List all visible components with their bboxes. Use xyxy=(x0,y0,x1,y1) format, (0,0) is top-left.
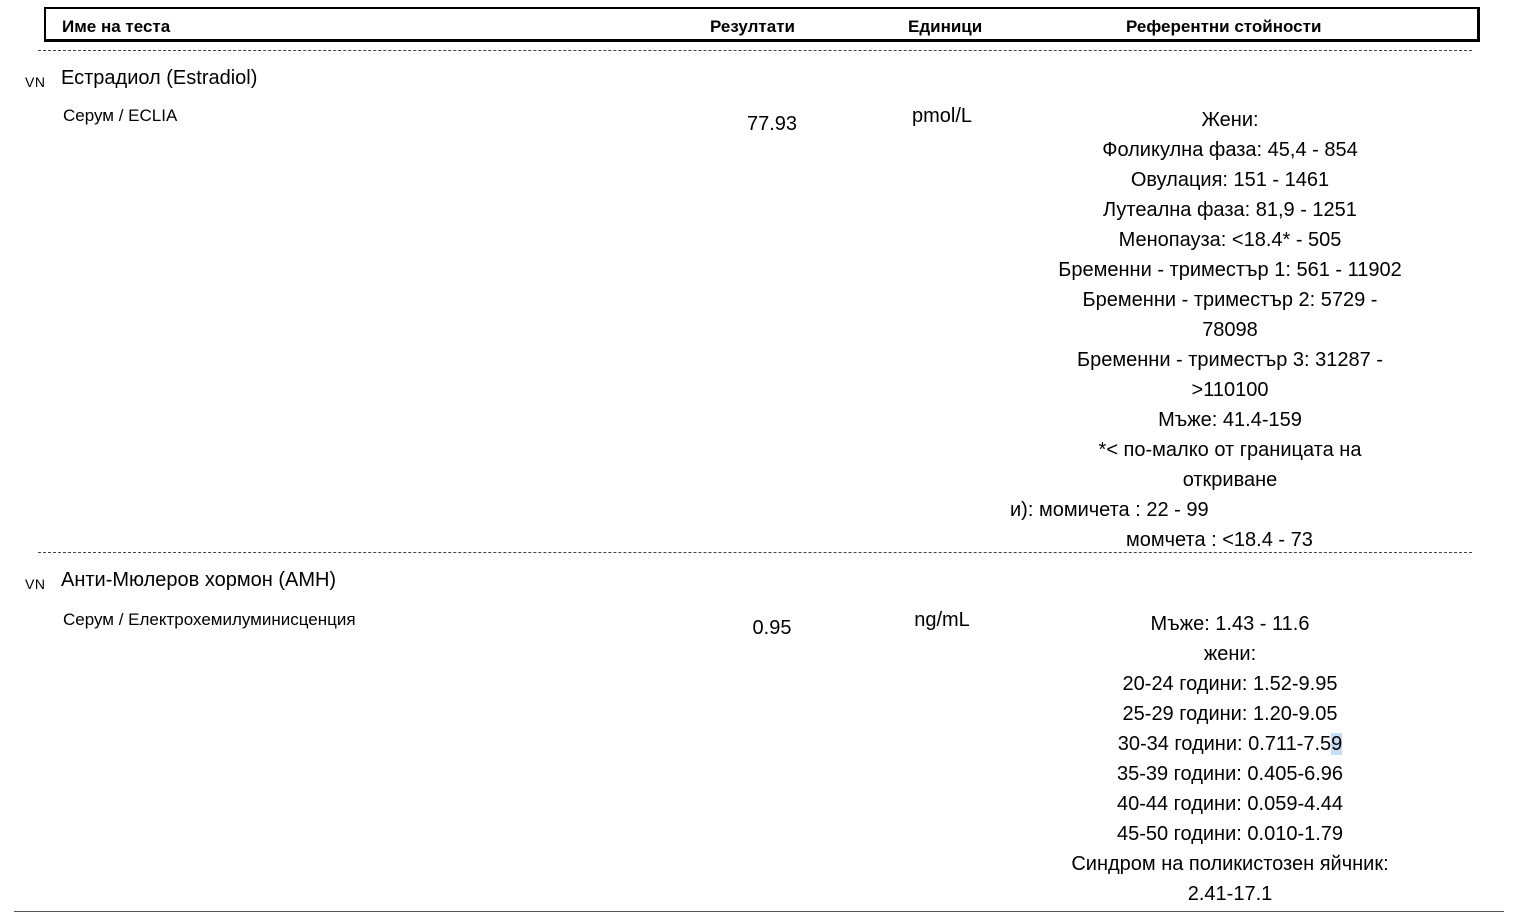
test-unit: pmol/L xyxy=(911,105,973,127)
separator xyxy=(38,552,1472,553)
test-name: Естрадиол (Estradiol) xyxy=(61,67,258,89)
reference-line: откриване xyxy=(1182,469,1278,491)
test-result: 0.95 xyxy=(752,617,792,639)
reference-line: >110100 xyxy=(1191,379,1269,401)
test-method: Серум / ECLIA xyxy=(63,106,178,125)
reference-line: 20-24 години: 1.52-9.95 xyxy=(1122,673,1338,695)
reference-line: Лутеална фаза: 81,9 - 1251 xyxy=(1103,199,1357,221)
reference-line: Бременни - триместър 3: 31287 - xyxy=(1076,349,1383,371)
reference-line: Бременни - триместър 1: 561 - 11902 xyxy=(1058,259,1402,281)
reference-line: Менопауза: <18.4* - 505 xyxy=(1118,229,1342,251)
reference-line: Мъже: 41.4-159 xyxy=(1158,409,1302,431)
reference-line: жени: xyxy=(1203,643,1257,665)
reference-line: Синдром на поликистозен яйчник: xyxy=(1071,853,1389,875)
header-units: Единици xyxy=(908,17,983,36)
reference-line: 78098 xyxy=(1202,319,1258,341)
reference-line: *< по-малко от границата на xyxy=(1098,439,1362,461)
header-reference: Референтни стойности xyxy=(1126,17,1322,36)
reference-line: Фоликулна фаза: 45,4 - 854 xyxy=(1102,139,1358,161)
reference-line: и): момичета : 22 - 99 xyxy=(1010,499,1209,521)
reference-line: Бременни - триместър 2: 5729 - xyxy=(1082,289,1378,311)
text-selection: 9 xyxy=(1331,733,1343,755)
reference-line: Мъже: 1.43 - 11.6 xyxy=(1150,613,1310,635)
reference-line: Жени: xyxy=(1201,109,1259,131)
reference-line: момчета : <18.4 - 73 xyxy=(1126,529,1313,551)
reference-line xyxy=(1030,733,1430,755)
test-code: VN xyxy=(25,74,46,90)
test-method: Серум / Електрохемилуминисценция xyxy=(63,610,356,629)
bottom-rule xyxy=(14,911,1504,912)
header-test-name: Име на теста xyxy=(62,17,171,36)
table-header xyxy=(44,7,1480,42)
test-code: VN xyxy=(25,576,46,592)
test-result: 77.93 xyxy=(746,113,798,135)
test-name: Анти-Мюлеров хормон (AMH) xyxy=(61,569,337,591)
reference-line: 45-50 години: 0.010-1.79 xyxy=(1116,823,1344,845)
header-results: Резултати xyxy=(710,17,795,36)
separator xyxy=(38,50,1472,51)
test-unit: ng/mL xyxy=(914,609,970,631)
reference-line: 35-39 години: 0.405-6.96 xyxy=(1116,763,1344,785)
reference-line-text: 30-34 години: 0.711-7.5 xyxy=(1117,733,1332,755)
reference-line: 25-29 години: 1.20-9.05 xyxy=(1122,703,1338,725)
reference-line: 2.41-17.1 xyxy=(1187,883,1273,905)
reference-line: Овулация: 151 - 1461 xyxy=(1130,169,1330,191)
reference-line: 40-44 години: 0.059-4.44 xyxy=(1116,793,1344,815)
